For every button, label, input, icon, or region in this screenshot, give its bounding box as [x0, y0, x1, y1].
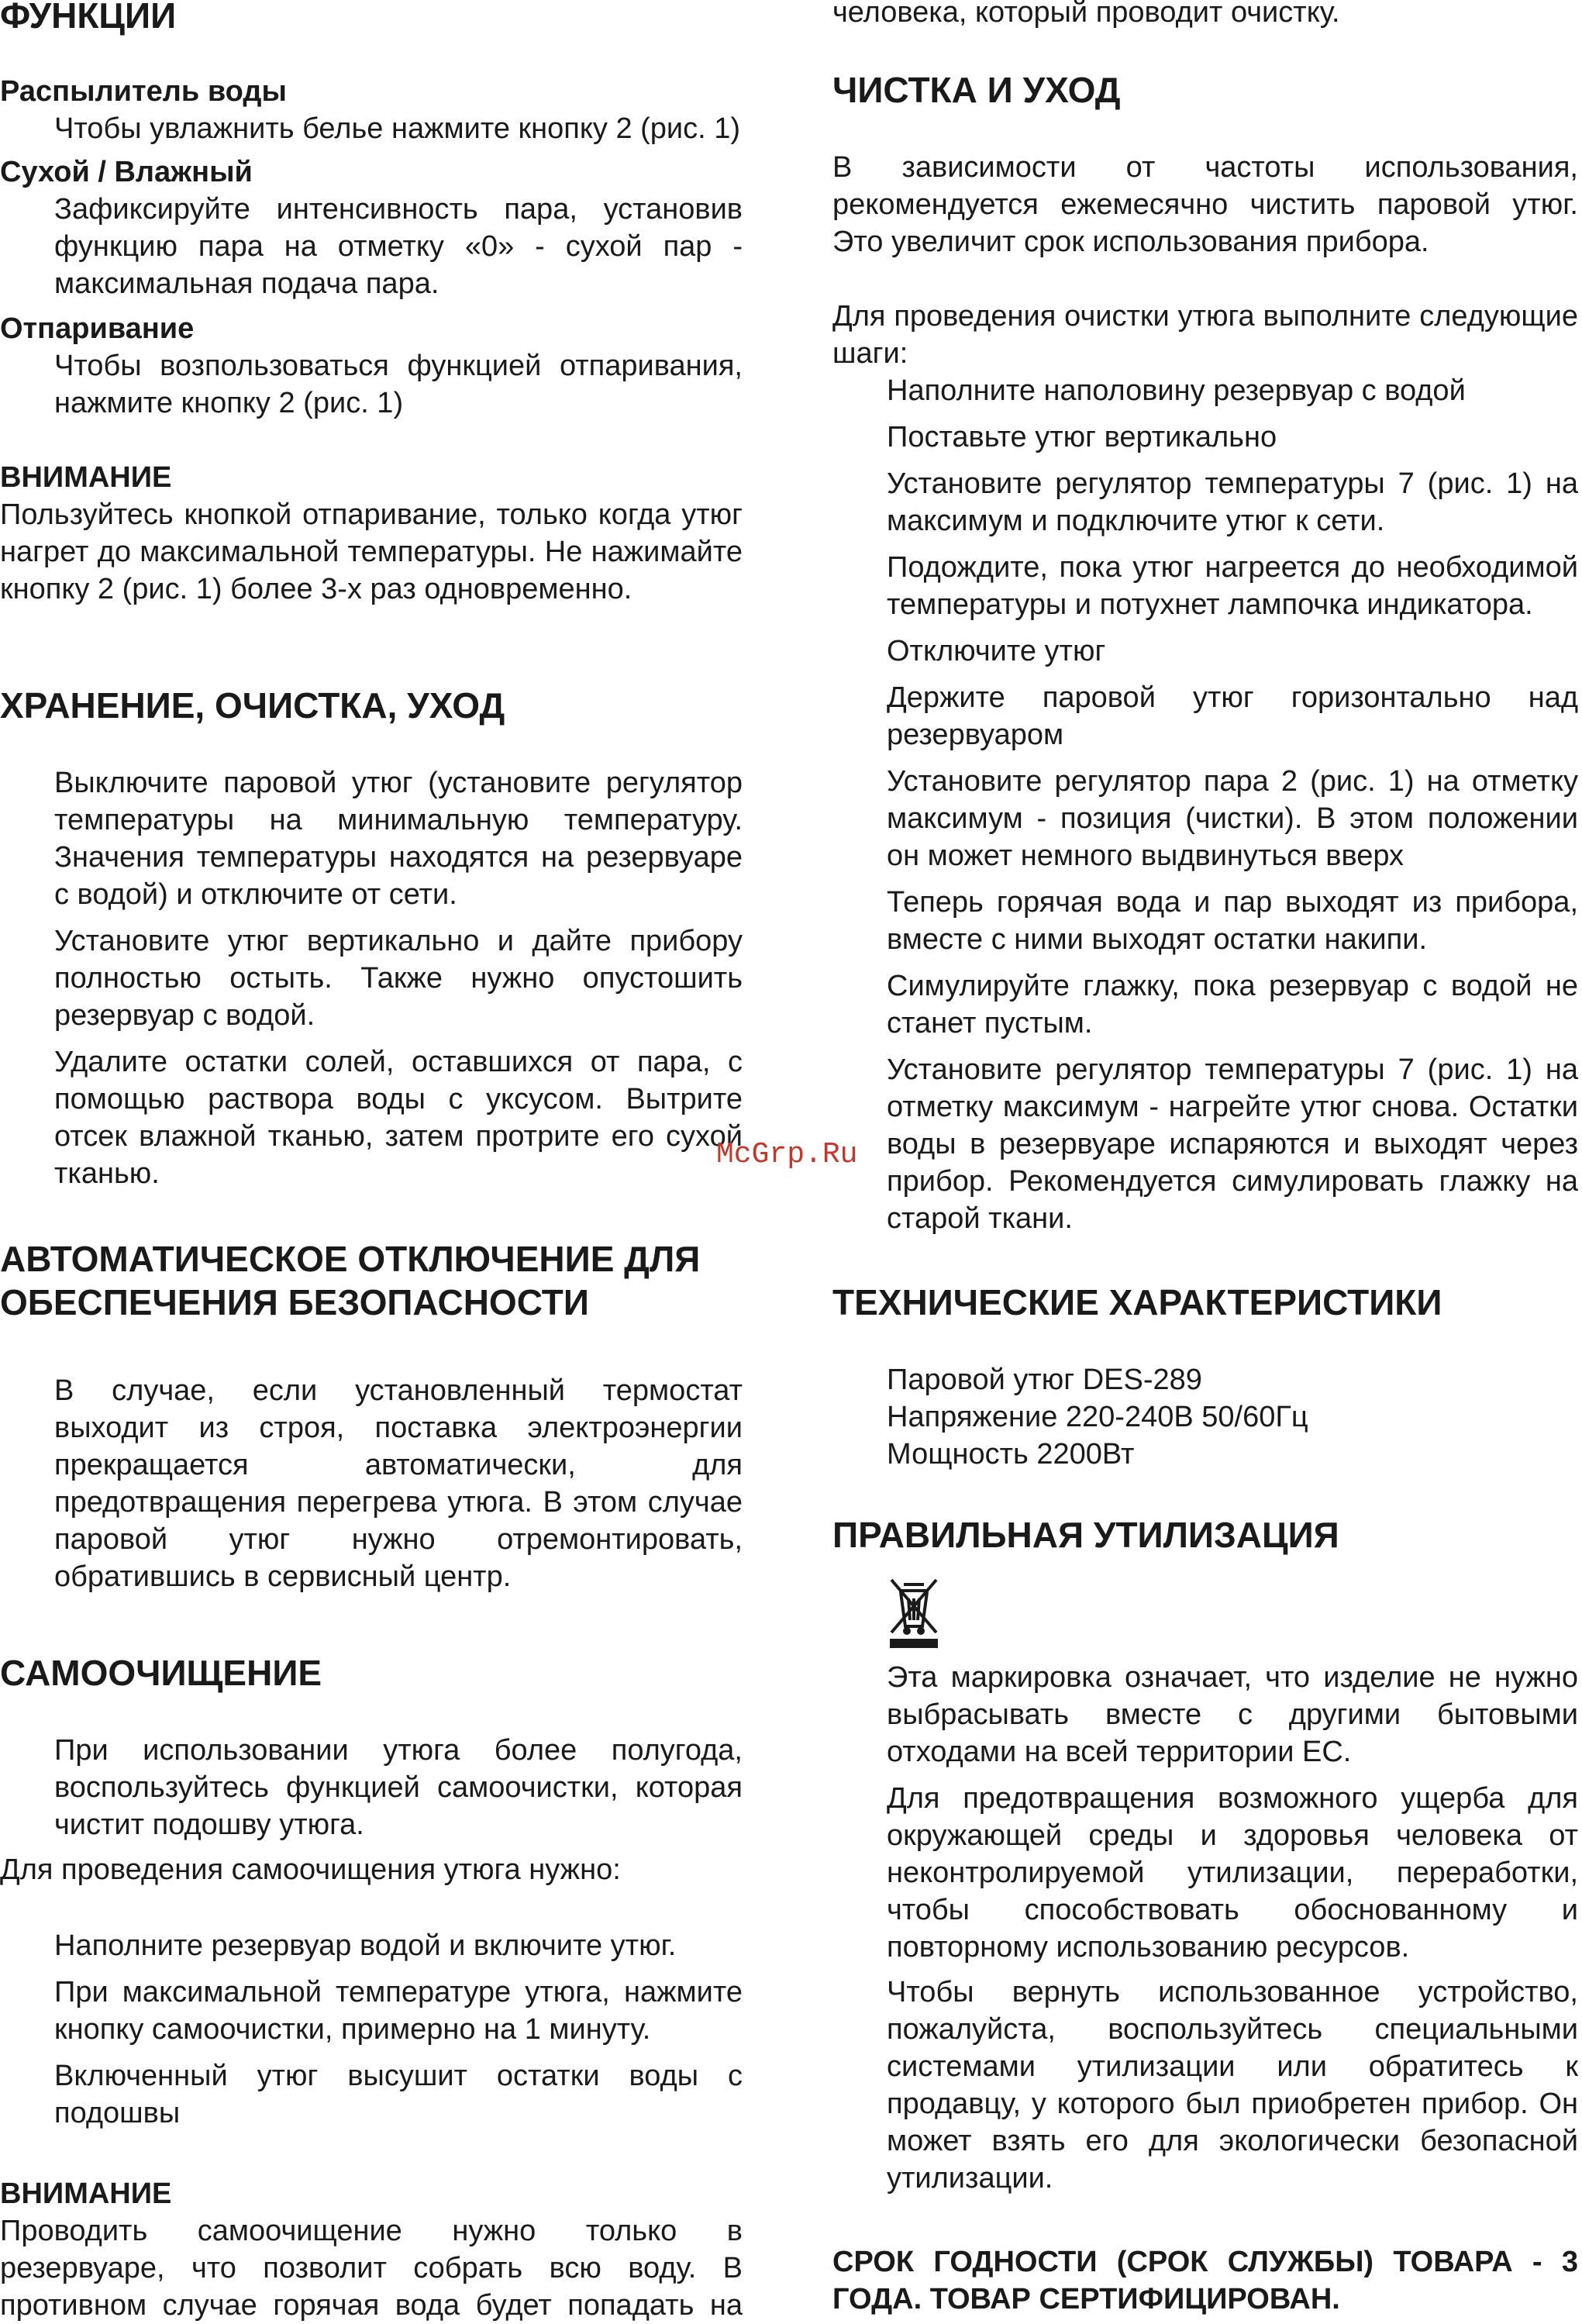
tech-spec-line: Мощность 2200Вт [887, 1438, 1135, 1471]
storage-paragraph-3: Удалите остатки солей, оставшихся от пара, с помощью раствора воды с уксусом. Вытрите отсек влажной тканью, затем протрите его сухой тканью. [54, 1046, 743, 1190]
cleaning-step: Подождите, пока утюг нагреется до необходимой температуры и потухнет лампочка индикатора. [887, 551, 1578, 621]
cleaning-step: Держите паровой утюг горизонтально над резервуаром [887, 681, 1578, 751]
steam-heading: Отпаривание [0, 312, 195, 345]
disposal-paragraph-2: Для предотвращения возможного ущерба для окружающей среды и здоровья человека от неконтролируемой утилизации, переработки, чтобы способствовать обоснованному и повторному использованию ресурсов. [887, 1782, 1578, 1964]
cleaning-step: Отключите утюг [887, 635, 1106, 667]
cleaning-paragraph-2: Для проведения очистки утюга выполните следующие шаги: [832, 300, 1578, 370]
cleaning-paragraph-1: В зависимости от частоты использования, рекомендуется ежемесячно чистить паровой утюг. Это увеличит срок использования прибора. [832, 151, 1578, 258]
watermark: McGrp.Ru [716, 1138, 858, 1171]
auto-off-text: В случае, если установленный термостат выходит из строя, поставка электроэнергии прекращается автоматически, для предотвращения перегрева утюга. В этом случае паровой утюг нужно отремонтировать, обратившись в сервисный центр. [54, 1374, 743, 1593]
attention-text-1: Пользуйтесь кнопкой отпаривание, только когда утюг нагрет до максимальной температуры. Не нажимайте кнопку 2 (рис. 1) более 3-х раз одновременно. [0, 498, 743, 605]
spray-heading: Распылитель воды [0, 75, 287, 108]
self-clean-paragraph-2: Для проведения самоочищения утюга нужно: [0, 1853, 621, 1886]
cleaning-step: Установите регулятор пара 2 (рис. 1) на отметку максимум - позиция (чистки). В этом положении он может немного выдвинуться вверх [887, 765, 1578, 872]
dry-wet-text: Зафиксируйте интенсивность пара, установив функцию пара на отметку «0» - сухой пар - максимальная подача пара. [54, 193, 743, 300]
dry-wet-heading: Сухой / Влажный [0, 156, 253, 188]
disposal-heading: ПРАВИЛЬНАЯ УТИЛИЗАЦИЯ [832, 1515, 1339, 1555]
auto-off-heading: АВТОМАТИЧЕСКОЕ ОТКЛЮЧЕНИЕ ДЛЯ ОБЕСПЕЧЕНИЯ БЕЗОПАСНОСТИ [0, 1239, 701, 1322]
disposal-paragraph-1: Эта маркировка означает, что изделие не нужно выбрасывать вместе с другими бытовыми отходами на всей территории ЕС. [887, 1661, 1578, 1768]
crossed-out-wheelie-bin-icon [887, 1577, 941, 1648]
storage-heading: ХРАНЕНИЕ, ОЧИСТКА, УХОД [0, 685, 505, 726]
spray-text: Чтобы увлажнить белье нажмите кнопку 2 (рис. 1) [54, 112, 741, 145]
self-clean-heading: САМООЧИЩЕНИЕ [0, 1653, 322, 1693]
attention-text-2: Проводить самоочищение нужно только в резервуаре, что позволит собрать всю воду. В противном случае горячая вода будет попадать на [0, 2215, 743, 2322]
cleaning-step: Установите регулятор температуры 7 (рис. 1) на максимум и подключите утюг к сети. [887, 467, 1578, 537]
cleaning-step: Теперь горячая вода и пар выходят из прибора, вместе с ними выходят остатки накипи. [887, 886, 1578, 956]
attention-heading-1: ВНИМАНИЕ [0, 461, 172, 494]
attention-heading-2: ВНИМАНИЕ [0, 2177, 172, 2210]
warranty-notice: СРОК ГОДНОСТИ (СРОК СЛУЖБЫ) ТОВАРА - 3 ГОДА. ТОВАР СЕРТИФИЦИРОВАН. [832, 2246, 1578, 2315]
tech-spec-line: Напряжение 220-240В 50/60Гц [887, 1401, 1308, 1433]
functions-heading: ФУНКЦИИ [0, 0, 177, 36]
cleaning-step: Симулируйте глажку, пока резервуар с водой не станет пустым. [887, 970, 1578, 1040]
self-clean-step: При максимальной температуре утюга, нажмите кнопку самоочистки, примерно на 1 минуту. [54, 1976, 743, 2046]
cleaning-step: Установите регулятор температуры 7 (рис. 1) на отметку максимум - нагрейте утюг снова. Остатки воды в резервуаре испаряются и выходят через прибор. Рекомендуется симулировать глажку на старой ткани. [887, 1053, 1578, 1235]
cleaning-step: Поставьте утюг вертикально [887, 421, 1277, 453]
steam-text: Чтобы возпользоваться функцией отпаривания, нажмите кнопку 2 (рис. 1) [54, 350, 743, 419]
self-clean-step: Включенный утюг высушит остатки воды с подошвы [54, 2060, 743, 2129]
self-clean-step: Наполните резервуар водой и включите утюг. [54, 1929, 677, 1962]
continuation-text: человека, который проводит очистку. [832, 0, 1340, 29]
self-clean-paragraph-1: При использовании утюга более полугода, воспользуйтесь функцией самоочистки, которая чистит подошву утюга. [54, 1734, 743, 1841]
disposal-paragraph-3: Чтобы вернуть использованное устройство, пожалуйста, воспользуйтесь специальными системами утилизации или обратитесь к продавцу, у которого был приобретен прибор. Он может взять его для экологически безопасной утилизации. [887, 1976, 1578, 2195]
storage-paragraph-2: Установите утюг вертикально и дайте прибору полностью остыть. Также нужно опустошить резервуар с водой. [54, 925, 743, 1032]
storage-paragraph-1: Выключите паровой утюг (установите регулятор температуры на минимальную температуру. Значения температуры находятся на резервуаре с водой) и отключите от сети. [54, 767, 743, 911]
cleaning-step: Наполните наполовину резервуар с водой [887, 374, 1466, 407]
tech-spec-line: Паровой утюг DES-289 [887, 1364, 1202, 1396]
tech-specs-heading: ТЕХНИЧЕСКИЕ ХАРАКТЕРИСТИКИ [832, 1282, 1442, 1322]
cleaning-heading: ЧИСТКА И УХОД [832, 70, 1121, 110]
